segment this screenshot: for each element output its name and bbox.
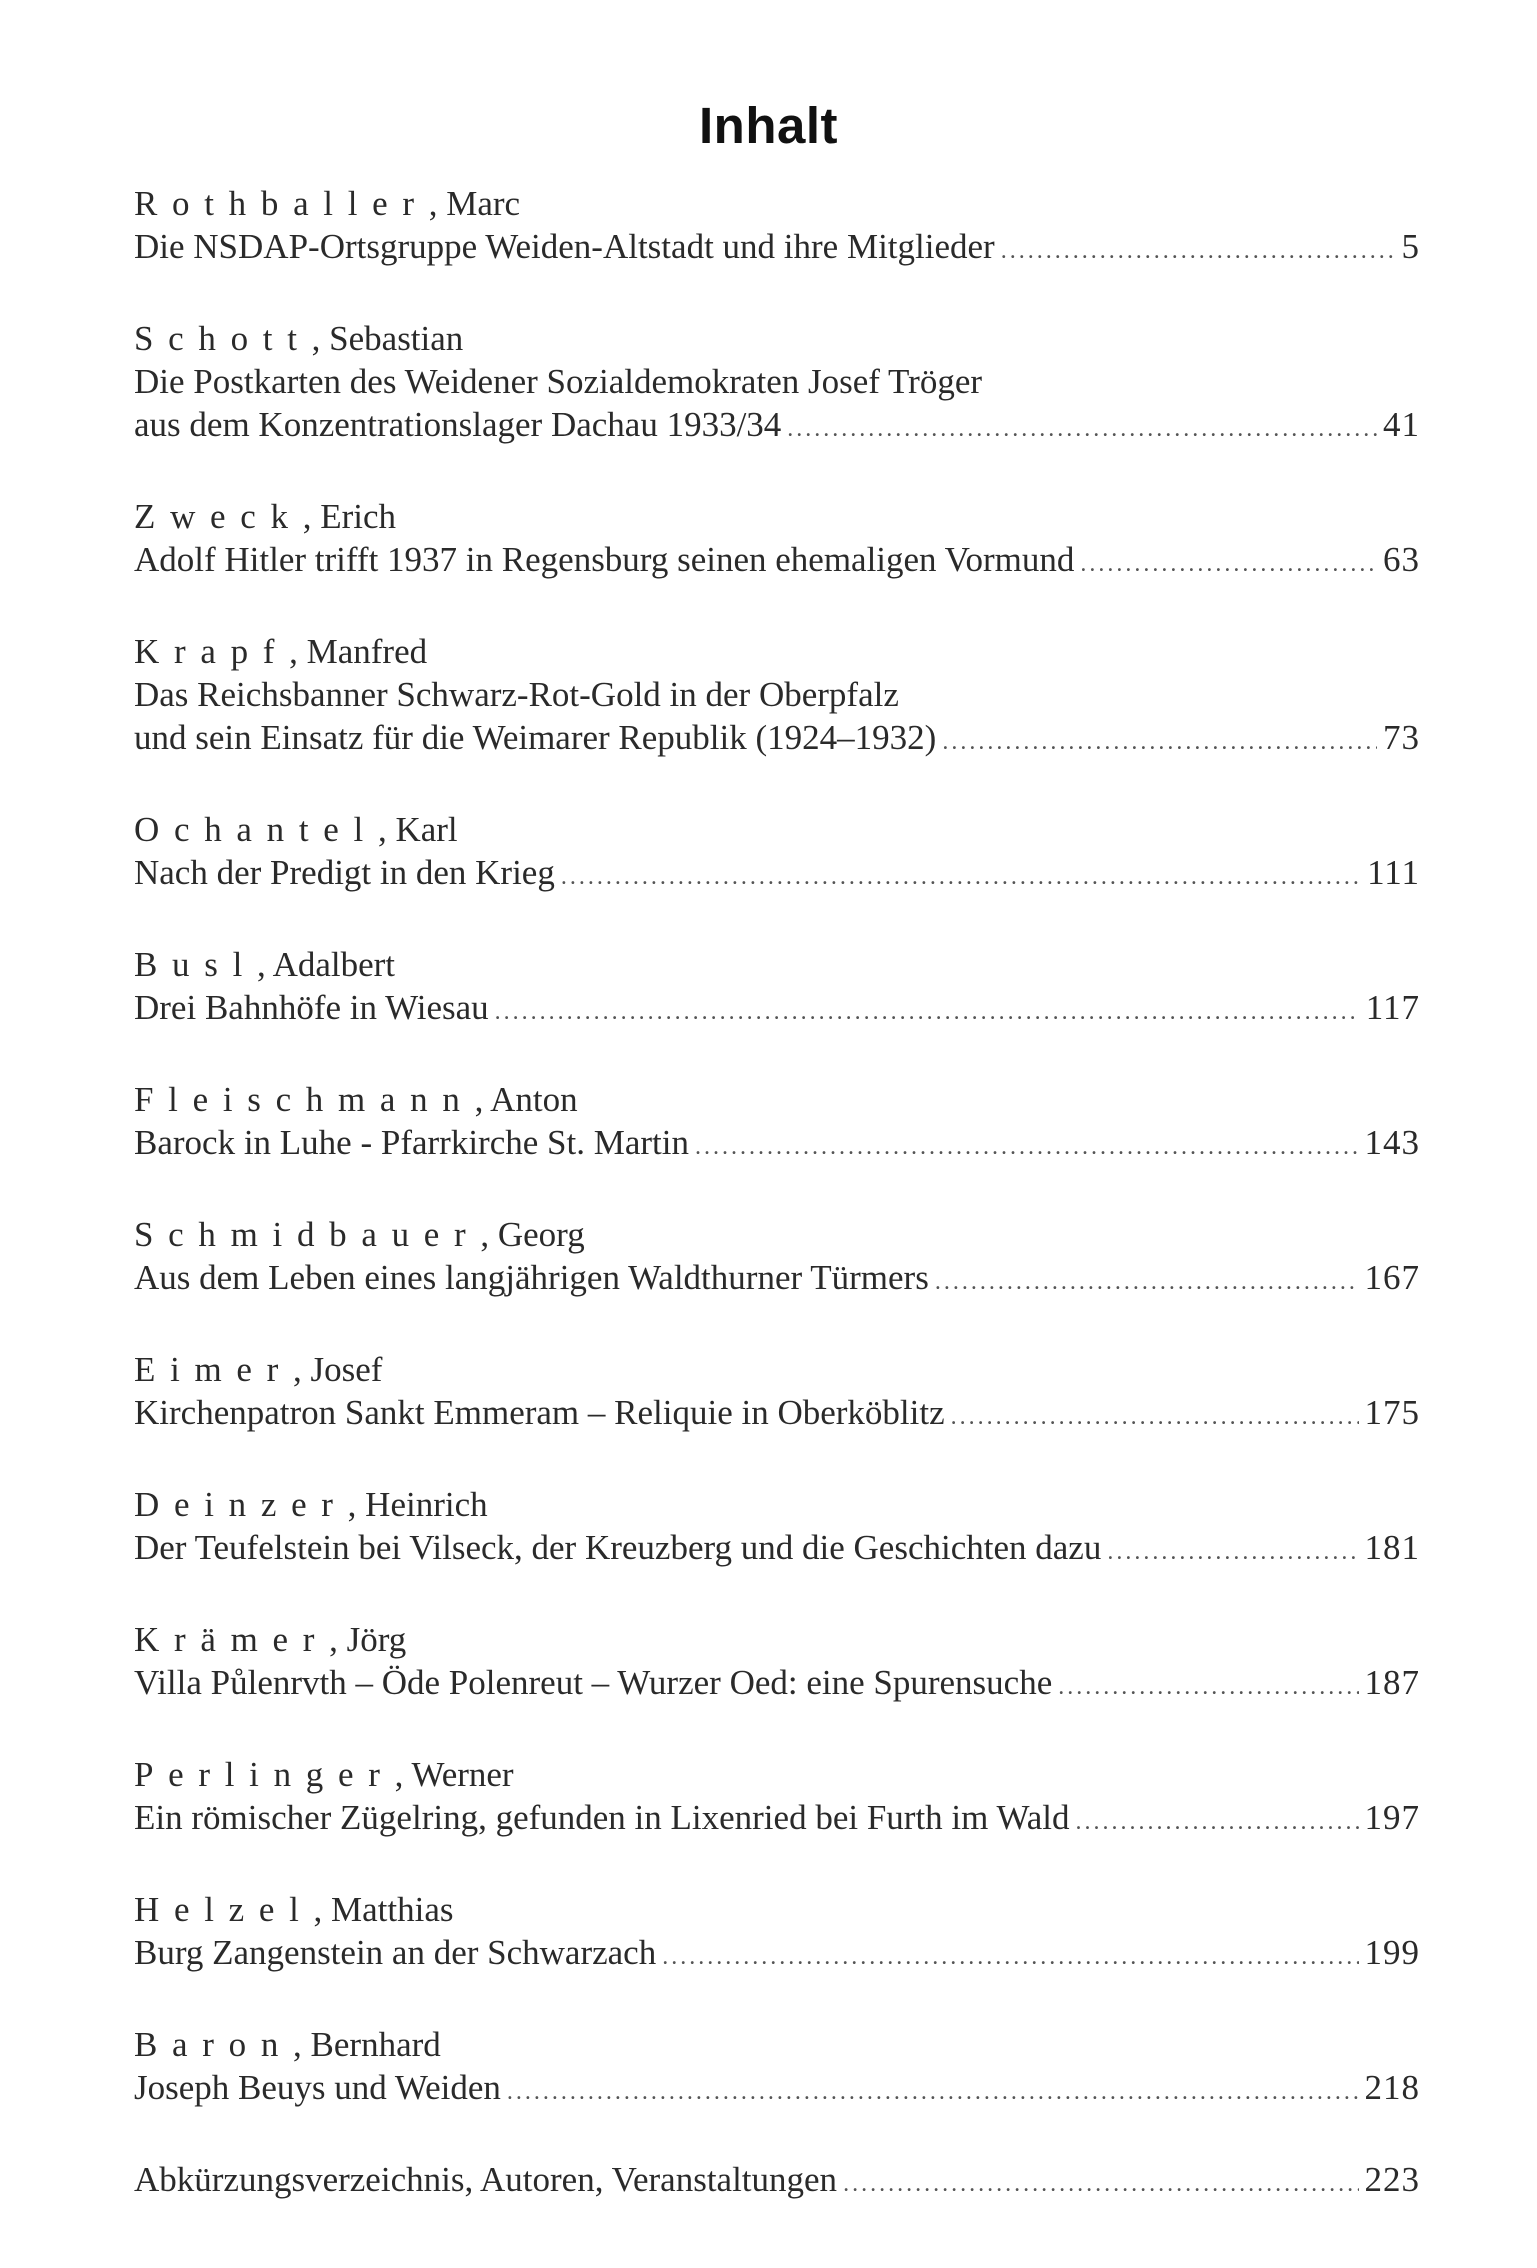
toc-author — [134, 1888, 1420, 1931]
author-surname: Deinzer — [134, 1485, 348, 1524]
dot-leader — [951, 1396, 1359, 1439]
toc-title-line — [134, 2066, 1420, 2114]
table-of-contents — [134, 182, 1420, 2250]
author-surname: Zweck — [134, 497, 303, 536]
toc-author — [134, 182, 1420, 225]
author-firstname: Georg — [497, 1215, 585, 1254]
author-surname: Helzel — [134, 1890, 314, 1929]
toc-entry — [134, 1348, 1420, 1439]
dot-leader — [1107, 1531, 1358, 1574]
toc-entry — [134, 1483, 1420, 1574]
author-surname: Baron — [134, 2025, 294, 2064]
author-separator: , — [394, 1755, 412, 1794]
toc-entry — [134, 495, 1420, 586]
author-firstname: Sebastian — [329, 319, 464, 358]
toc-author — [134, 1213, 1420, 1256]
toc-article-title: Die Postkarten des Weidener Sozialdemokraten Josef Tröger — [134, 362, 983, 401]
author-separator: , — [289, 632, 307, 671]
dot-leader — [843, 2163, 1358, 2206]
author-separator: , — [311, 319, 330, 358]
author-firstname: Heinrich — [365, 1485, 488, 1524]
dot-leader — [507, 2071, 1359, 2114]
toc-title-line — [134, 2158, 1420, 2206]
toc-page-number: 63 — [1383, 540, 1420, 579]
author-firstname: Marc — [446, 184, 521, 223]
toc-entry — [134, 182, 1420, 273]
author-separator: , — [474, 1080, 491, 1119]
author-surname: Rothballer — [134, 184, 429, 223]
toc-title-line — [134, 1796, 1420, 1844]
dot-leader — [495, 991, 1360, 1034]
toc-title-line — [134, 403, 1420, 451]
author-firstname: Erich — [320, 497, 397, 536]
toc-title-line — [134, 673, 1420, 716]
toc-author — [134, 1078, 1420, 1121]
author-surname: Krämer — [134, 1620, 330, 1659]
toc-page-number: 111 — [1367, 853, 1420, 892]
author-surname: Fleischmann — [134, 1080, 475, 1119]
toc-article-title: Die NSDAP-Ortsgruppe Weiden-Altstadt und ihre Mitglieder — [134, 227, 995, 266]
toc-article-title: Joseph Beuys und Weiden — [134, 2068, 501, 2107]
toc-article-title: Barock in Luhe - Pfarrkirche St. Martin — [134, 1123, 689, 1162]
toc-author — [134, 2023, 1420, 2066]
toc-entry — [134, 2023, 1420, 2114]
toc-article-title: Kirchenpatron Sankt Emmeram – Reliquie in Oberköblitz — [134, 1393, 945, 1432]
author-surname: Ochantel — [134, 810, 378, 849]
author-firstname: Matthias — [331, 1890, 454, 1929]
toc-page-number: 175 — [1364, 1393, 1420, 1432]
toc-page-number: 41 — [1383, 405, 1420, 444]
author-firstname: Werner — [411, 1755, 514, 1794]
toc-entry — [134, 808, 1420, 899]
toc-article-title: und sein Einsatz für die Weimarer Republik (1924–1932) — [134, 718, 937, 757]
toc-author — [134, 1483, 1420, 1526]
toc-page-number: 143 — [1364, 1123, 1420, 1162]
toc-page-number: 218 — [1364, 2068, 1420, 2107]
toc-title-line — [134, 1121, 1420, 1169]
toc-page-number: 117 — [1365, 988, 1420, 1027]
page-title: Inhalt — [699, 97, 838, 154]
author-firstname: Anton — [490, 1080, 578, 1119]
toc-entry — [134, 317, 1420, 451]
toc-author — [134, 943, 1420, 986]
toc-page-number: 73 — [1383, 718, 1420, 757]
toc-title-line — [134, 1526, 1420, 1574]
author-surname: Perlinger — [134, 1755, 395, 1794]
toc-title-line — [134, 1931, 1420, 1979]
toc-page-number: 199 — [1364, 1933, 1420, 1972]
toc-title-line — [134, 1256, 1420, 1304]
toc-title-line — [134, 360, 1420, 403]
toc-entry — [134, 630, 1420, 764]
dot-leader — [935, 1261, 1359, 1304]
toc-entry — [134, 943, 1420, 1034]
toc-article-title: Adolf Hitler trifft 1937 in Regensburg seinen ehemaligen Vormund — [134, 540, 1075, 579]
toc-entry — [134, 1753, 1420, 1844]
toc-title-line — [134, 986, 1420, 1034]
author-surname: Krapf — [134, 632, 290, 671]
toc-entry — [134, 1888, 1420, 1979]
author-surname: Schmidbauer — [134, 1215, 481, 1254]
toc-page-number: 187 — [1364, 1663, 1420, 1702]
author-separator: , — [293, 2025, 311, 2064]
author-separator: , — [302, 497, 321, 536]
author-separator: , — [428, 184, 447, 223]
author-firstname: Adalbert — [272, 945, 396, 984]
toc-author — [134, 1618, 1420, 1661]
author-separator: , — [293, 1350, 311, 1389]
toc-page-number: 167 — [1364, 1258, 1420, 1297]
dot-leader — [787, 408, 1377, 451]
toc-article-title: aus dem Konzentrationslager Dachau 1933/34 — [134, 405, 782, 444]
toc-author — [134, 808, 1420, 851]
author-separator: , — [377, 810, 396, 849]
dot-leader — [1001, 230, 1396, 273]
toc-author — [134, 1348, 1420, 1391]
toc-author — [134, 495, 1420, 538]
toc-title-line — [134, 1661, 1420, 1709]
toc-page-number: 197 — [1364, 1798, 1420, 1837]
author-surname: Busl — [134, 945, 257, 984]
toc-article-title: Nach der Predigt in den Krieg — [134, 853, 555, 892]
toc-author — [134, 1753, 1420, 1796]
author-firstname: Josef — [310, 1350, 383, 1389]
dot-leader — [1080, 543, 1377, 586]
toc-author — [134, 317, 1420, 360]
toc-entries — [134, 182, 1420, 2114]
dot-leader — [695, 1126, 1359, 1169]
toc-appendix-entry — [134, 2158, 1420, 2206]
author-separator: , — [480, 1215, 498, 1254]
dot-leader — [1075, 1801, 1358, 1844]
author-surname: Eimer — [134, 1350, 294, 1389]
toc-article-title: Das Reichsbanner Schwarz-Rot-Gold in der Oberpfalz — [134, 675, 899, 714]
author-separator: , — [257, 945, 273, 984]
toc-article-title: Villa Půlenrvth – Öde Polenreut – Wurzer Oed: eine Spurensuche — [134, 1663, 1053, 1702]
toc-article-title: Burg Zangenstein an der Schwarzach — [134, 1933, 657, 1972]
author-firstname: Manfred — [306, 632, 428, 671]
toc-article-title: Ein römischer Zügelring, gefunden in Lixenried bei Furth im Wald — [134, 1798, 1070, 1837]
author-firstname: Bernhard — [310, 2025, 441, 2064]
toc-entry — [134, 1618, 1420, 1709]
toc-article-title: Aus dem Leben eines langjährigen Waldthurner Türmers — [134, 1258, 929, 1297]
toc-entry — [134, 1078, 1420, 1169]
toc-page-number: 223 — [1364, 2160, 1420, 2199]
dot-leader — [1058, 1666, 1358, 1709]
author-firstname: Jörg — [346, 1620, 407, 1659]
dot-leader — [942, 721, 1377, 764]
toc-entry — [134, 1213, 1420, 1304]
toc-page-number: 181 — [1364, 1528, 1420, 1567]
toc-title-line — [134, 716, 1420, 764]
author-firstname: Karl — [395, 810, 458, 849]
toc-title-line — [134, 851, 1420, 899]
toc-article-title: Der Teufelstein bei Vilseck, der Kreuzberg und die Geschichten dazu — [134, 1528, 1102, 1567]
author-separator: , — [347, 1485, 366, 1524]
author-surname: Schott — [134, 319, 312, 358]
author-separator: , — [313, 1890, 332, 1929]
toc-title-line — [134, 1391, 1420, 1439]
author-separator: , — [329, 1620, 347, 1659]
toc-title-line — [134, 225, 1420, 273]
toc-article-title: Abkürzungsverzeichnis, Autoren, Veranstaltungen — [134, 2160, 838, 2199]
toc-article-title: Drei Bahnhöfe in Wiesau — [134, 988, 489, 1027]
toc-title-line — [134, 538, 1420, 586]
toc-author — [134, 630, 1420, 673]
dot-leader — [662, 1936, 1358, 1979]
dot-leader — [561, 856, 1361, 899]
toc-page-number: 5 — [1401, 227, 1420, 266]
